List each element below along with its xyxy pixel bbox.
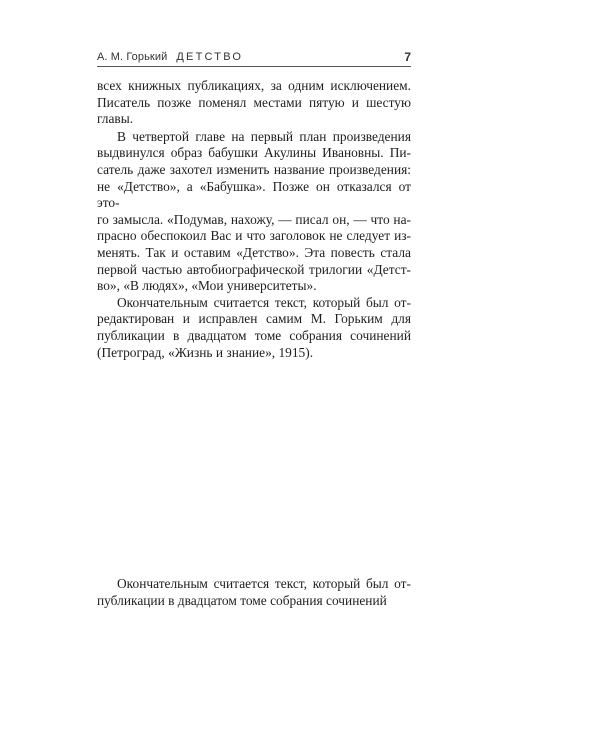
text-line: всех книжных публикациях, за одним исключением. bbox=[97, 78, 411, 93]
text-line: прасно обеспокоил Вас и что заголовок не следует из- bbox=[97, 228, 411, 244]
text-line: главы. bbox=[97, 111, 134, 127]
text-line: первой частью автобиографической трилогии «Детст- bbox=[97, 261, 411, 277]
text-line: Писатель позже поменял местами пятую и шестую bbox=[97, 94, 411, 110]
text-line: редактирован и исправлен самим М. Горьким для bbox=[97, 311, 411, 327]
text-line: менять. Так и оставим «Детство». Эта повесть стала bbox=[97, 244, 411, 260]
text-line: Окончательным считается текст, который был от- bbox=[117, 576, 411, 591]
header-title: ДЕТСТВО bbox=[176, 51, 244, 63]
text-line: В четвертой главе на первый план произведения bbox=[117, 128, 411, 144]
paragraph-4-first bbox=[97, 576, 411, 593]
text-line: (Петроград, «Жизнь и знание», 1915). bbox=[97, 344, 314, 360]
text-line: выдвинулся образ бабушки Акулины Ивановны. Пи- bbox=[97, 145, 411, 161]
paragraph-2 bbox=[97, 129, 411, 146]
text-line: публикации в двадцатом томе собрания сочинений bbox=[97, 592, 387, 608]
paragraph-1 bbox=[97, 78, 411, 128]
text-line: Окончательным считается текст, который был от- bbox=[117, 294, 411, 310]
paragraph-3-continued bbox=[97, 311, 411, 361]
text-line: во», «В людях», «Мои университеты». bbox=[97, 278, 317, 294]
header-rule bbox=[97, 66, 411, 67]
text-line: не «Детство», а «Бабушка». Позже он отказался от это- bbox=[97, 178, 411, 211]
paragraph-3 bbox=[97, 295, 411, 312]
text-line: сатель даже захотел изменить название произведения: bbox=[97, 161, 411, 177]
running-head bbox=[97, 49, 411, 65]
paragraph-4-continued bbox=[97, 593, 411, 610]
paragraph-2-continued bbox=[97, 145, 411, 294]
page-number: 7 bbox=[404, 50, 411, 64]
header-author: А. М. Горький bbox=[97, 51, 168, 63]
text-line: публикации в двадцатом томе собрания сочинений bbox=[97, 327, 411, 343]
paragraph-4 bbox=[97, 576, 411, 609]
text-line: го замысла. «Подумав, нахожу, — писал он, — что на- bbox=[97, 211, 411, 227]
body-text bbox=[97, 78, 411, 361]
